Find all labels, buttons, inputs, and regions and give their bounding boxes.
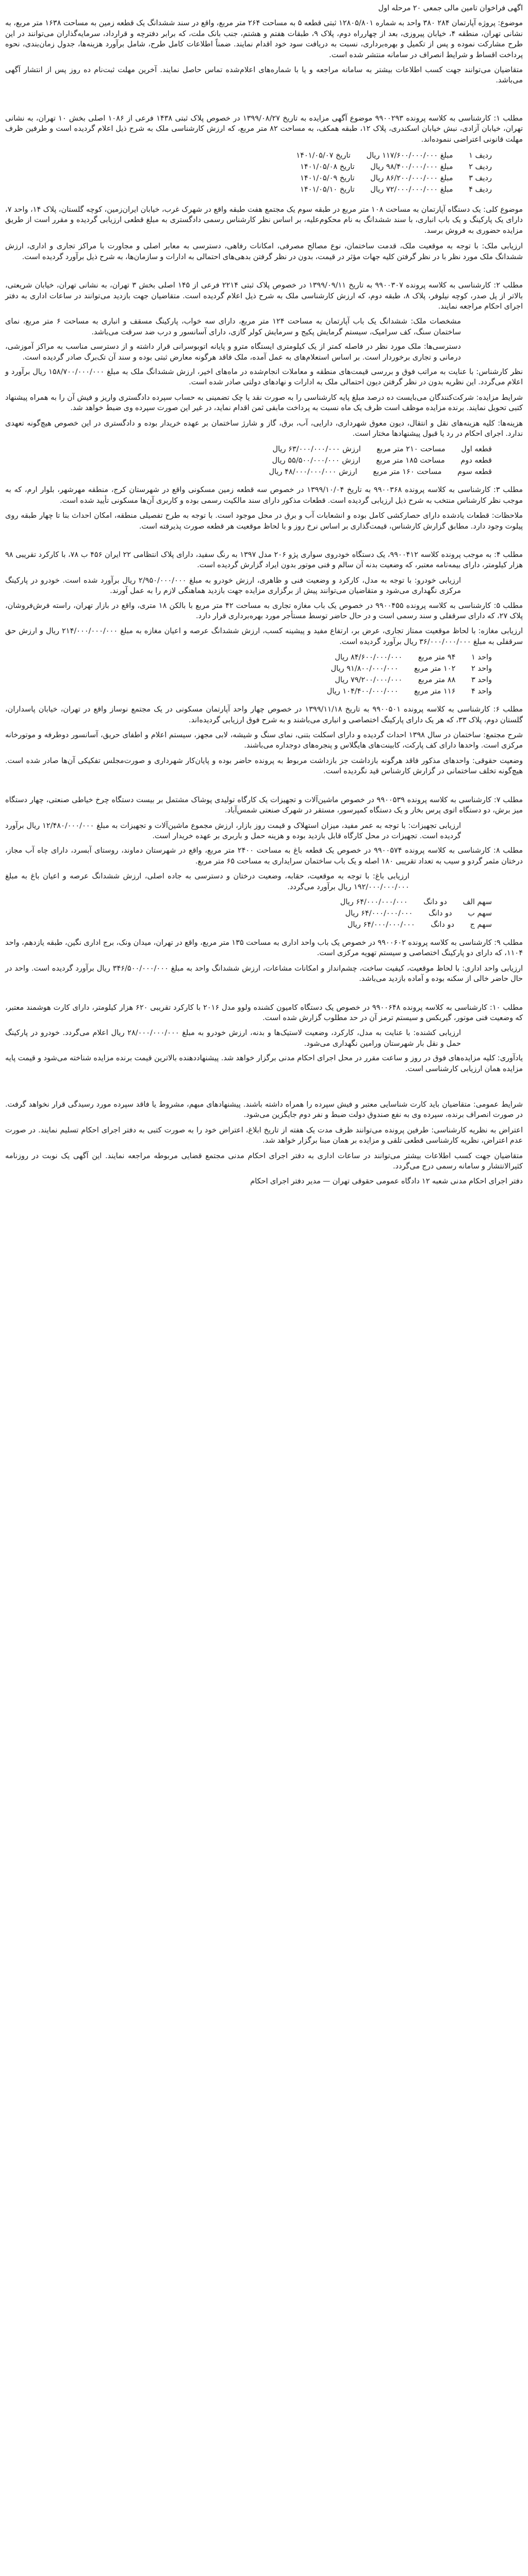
body-paragraph: مطلب ۷: کارشناسی به کلاسه پرونده ۹۹۰۰۵۳۹ در خصوص ماشین‌آلات و تجهیزات یک کارگاه تولیدی پوشاک مشتمل بر بیست دستگاه چرخ خیاطی صنعتی، چهار دستگاه میز برش، دو دستگاه اتوی پرس بخار و یک دستگاه کمپرسور، مستقر در شهرک صنعتی شمس‌آباد. — [5, 795, 523, 815]
row-share: دو دانگ — [423, 897, 447, 906]
row-value: ۱۰۴/۴۰۰/۰۰۰/۰۰۰ ریال — [326, 687, 399, 696]
row-value: ارزش ۵۵/۵۰۰/۰۰۰/۰۰۰ ریال — [272, 456, 360, 465]
row-value: ۶۴/۰۰۰/۰۰۰/۰۰۰ ریال — [340, 897, 408, 906]
body-paragraph: شرح مجتمع: ساختمان در سال ۱۳۹۸ احداث گردیده و دارای اسکلت بتنی، نمای سنگ و شیشه، لابی مجهز، سیستم اعلام و اطفای حریق، آسانسور دوطرفه و موتورخانه مرکزی است. واحدها دارای کف پارکت، کابینت‌های هایگلاس و پنجره‌های دوجداره می‌باشند. — [5, 731, 523, 750]
row-area: ۱۰۲ متر مربع — [414, 665, 456, 673]
section-1-title: مطلب ۱: کارشناسی — [458, 114, 523, 123]
value-table-c — [5, 652, 492, 697]
value-table-d — [5, 896, 492, 930]
spacer — [5, 91, 523, 104]
body-paragraph: ارزیابی خودرو: با توجه به مدل، کارکرد و وضعیت فنی و ظاهری، ارزش خودرو به مبلغ ۲/۹۵۰/۰۰۰/۰۰۰ ریال برآورد شده است. خودرو در پارکینگ مرکزی نگهداری می‌شود و متقاضیان می‌توانند پیش از برگزاری مزایده جهت بازدید هماهنگی لازم را به عمل آورند. — [5, 576, 461, 596]
body-paragraph: مطلب ۴: به موجب پرونده کلاسه ۹۹۰۰۴۱۲، یک دستگاه خودروی سواری پژو ۲۰۶ مدل ۱۳۹۷ به رنگ سفید، دارای پلاک انتظامی ۲۲ ایران ۴۵۶ ب ۷۸، با کارکرد تقریبی ۹۸ هزار کیلومتر، دارای بیمه‌نامه معتبر، که وضعیت بدنه آن سالم و فنی موتور بدون ایراد گزارش گردیده است. — [5, 551, 523, 570]
row-label: ردیف ۱ — [469, 151, 492, 160]
body-paragraph: مطلب ۸: کارشناسی به کلاسه پرونده ۹۹۰۰۵۷۴ در خصوص یک قطعه باغ به مساحت ۲۴۰۰ متر مربع، واقع در شهرستان دماوند، روستای آبسرد، دارای چاه آب مجاز، درختان مثمر گردو و سیب به تعداد تقریبی ۱۸۰ اصله و یک باب ساختمان سرایداری به مساحت ۶۵ متر مربع. — [5, 846, 523, 866]
row-value: ۸۴/۶۰۰/۰۰۰/۰۰۰ ریال — [335, 653, 403, 662]
section-2 — [5, 205, 523, 236]
closing-paragraph: شرایط عمومی: متقاضیان باید کارت شناسایی معتبر و فیش سپرده را همراه داشته باشند. پیشنهادهای مبهم، مشروط یا فاقد سپرده مورد رسیدگی قرار نخواهد گرفت. در صورت انصراف برنده، سپرده وی به نفع صندوق دولت ضبط و نفر دوم جایگزین می‌شود. — [5, 1100, 523, 1120]
header-text: اگهی فراخوان تامین مالی جمعی ۲۰ مرحله اول — [378, 4, 523, 12]
row-label: قطعه دوم — [460, 456, 492, 465]
row-value: ارزش ۶۳/۰۰۰/۰۰۰/۰۰۰ ریال — [272, 445, 361, 454]
body-paragraph: ارزیابی کشنده: با عنایت به مدل، کارکرد، وضعیت لاستیک‌ها و بدنه، ارزش خودرو به مبلغ ۲۸/۰۰۰/۰۰۰/۰۰۰ ریال اعلام می‌گردد. خودرو در پارکینگ حمل و نقل بار شهرستان ورامین نگهداری می‌شود. — [5, 1029, 461, 1048]
row-label: ردیف ۴ — [469, 185, 492, 194]
row-amount: مبلغ ۱۱۷/۶۰۰/۰۰۰/۰۰۰ ریال — [366, 151, 453, 160]
row-date: تاریخ ۱۴۰۱/۰۵/۱۰ — [300, 185, 355, 194]
row-date: تاریخ ۱۴۰۱/۰۵/۰۹ — [300, 174, 355, 183]
body-paragraph: ارزیابی باغ: با توجه به موقعیت، حقابه، وضعیت درختان و دسترسی به جاده اصلی، ارزش ششدانگ عرصه و اعیان باغ به مبلغ ۱۹۲/۰۰۰/۰۰۰/۰۰۰ ریال برآورد می‌گردد. — [5, 872, 409, 891]
body-paragraph: مطلب ۶: کارشناسی به کلاسه پرونده ۹۹۰۰۵۰۱ به تاریخ ۱۳۹۹/۱۱/۱۸ در خصوص چهار واحد آپارتمان مسکونی در یک مجتمع نوساز واقع در تهران، خیابان پاسداران، گلستان دوم، پلاک ۳۳، که هر یک دارای پارکینگ اختصاصی و انباری می‌باشند و به شرح فوق ارزیابی گردیده‌اند. — [5, 705, 523, 724]
table-row — [5, 686, 492, 697]
row-area: ۱۱۶ متر مربع — [414, 687, 456, 696]
body-paragraph: ارزیابی مغازه: با لحاظ موقعیت ممتاز تجاری، عرض بر، ارتفاع مفید و پیشینه کسب، ارزش ششدانگ عرصه و اعیان مغازه به مبلغ ۲۱۴/۰۰۰/۰۰۰/۰۰۰ ریال و ارزش حق سرقفلی به مبلغ ۳۶/۰۰۰/۰۰۰/۰۰۰ ریال برآورد گردیده است. — [5, 627, 523, 646]
row-label: سهم ج — [470, 920, 492, 929]
row-area: مساحت ۱۶۰ متر مربع — [373, 468, 442, 477]
row-label: واحد ۱ — [471, 653, 492, 662]
row-value: ۶۴/۰۰۰/۰۰۰/۰۰۰ ریال — [347, 920, 415, 929]
spacer — [5, 267, 523, 280]
table-row — [5, 444, 492, 455]
section-3 — [5, 241, 523, 262]
row-label: سهم ب — [468, 909, 492, 918]
closing-paragraph: متقاضیان جهت کسب اطلاعات بیشتر می‌توانند در ساعات اداری به دفتر اجرای احکام مدنی مجتمع قضایی مربوطه مراجعه نمایند. این آگهی یک نوبت در روزنامه کثیرالانتشار و سامانه رسمی درج می‌گردد. — [5, 1151, 523, 1171]
section-2-body: یک دستگاه آپارتمان به مساحت ۱۰۸ متر مربع در طبقه سوم یک مجتمع هفت طبقه واقع در شهرک غرب، خیابان ایران‌زمین، کوچه گلستان، پلاک ۱۴، واحد ۷، دارای یک پارکینگ و یک باب انباری، با سند ششدانگ به نام محکوم‌علیه، بر اساس نظر کارشناس رسمی دادگستری به مبلغ قطعی ارزیابی گردیده و مقرر است از طریق مزایده حضوری به فروش برسد. — [5, 206, 523, 235]
row-date: تاریخ ۱۴۰۱/۰۵/۰۷ — [296, 151, 351, 160]
value-table-a — [5, 150, 492, 195]
body-paragraph: مطلب ۵: کارشناسی به کلاسه پرونده ۹۹۰۰۴۵۵ در خصوص یک باب مغازه تجاری به مساحت ۴۲ متر مربع با بالکن ۱۸ متری، واقع در بازار تهران، راسته فرش‌فروشان، پلاک ۲۷، که دارای سرقفلی و سند رسمی است و در حال حاضر توسط مستأجر مورد بهره‌برداری قرار دارد. — [5, 601, 523, 621]
body-paragraph: مطلب ۱۰: کارشناسی به کلاسه پرونده ۹۹۰۰۶۴۸ در خصوص یک دستگاه کامیون کشنده ولوو مدل ۲۰۱۶ با کارکرد تقریبی ۶۲۰ هزار کیلومتر، دارای کارت هوشمند معتبر، که وضعیت فنی موتور، گیربکس و سیستم ترمز آن در حد مطلوب گزارش شده است. — [5, 1003, 523, 1022]
table-row — [5, 896, 492, 908]
row-area: ۸۸ متر مربع — [418, 676, 456, 685]
row-value: ۶۴/۰۰۰/۰۰۰/۰۰۰ ریال — [345, 909, 413, 918]
table-row — [5, 908, 492, 919]
table-row — [5, 674, 492, 686]
spacer — [5, 782, 523, 795]
body-paragraph: ارزیابی واحد اداری: با لحاظ موقعیت، کیفیت ساخت، چشم‌انداز و امکانات مشاعات، ارزش ششدانگ واحد به مبلغ ۳۴۶/۵۰۰/۰۰۰/۰۰۰ ریال برآورد گردیده است. واحد در حال حاضر خالی از سکنه بوده و آماده بازدید می‌باشد. — [5, 964, 523, 984]
table-row — [5, 466, 492, 478]
row-label: قطعه اول — [461, 445, 492, 454]
row-label: ردیف ۲ — [469, 163, 492, 172]
body-paragraph: دسترسی‌ها: ملک مورد نظر در فاصله کمتر از یک کیلومتری ایستگاه مترو و پایانه اتوبوسرانی قرار داشته و از دسترسی مناسب به مراکز آموزشی، درمانی و تجاری برخوردار است. بر اساس استعلام‌های به عمل آمده، ملک فاقد هرگونه معارض ثبتی بوده و سند آن تک‌برگ صادر گردیده است. — [5, 343, 461, 362]
row-label: ردیف ۳ — [469, 174, 492, 183]
row-amount: مبلغ ۸۶/۲۰۰/۰۰۰/۰۰۰ ریال — [370, 174, 453, 183]
spacer — [5, 989, 523, 1003]
intro-paragraph: موضوع: پروژه آپارتمان ۲۸۴ ۳۸۰ واحد به شماره ۱۲۸۰۵/۸۰۱ ثبتی قطعه ۵ به مساحت ۲۶۴ متر مربع، واقع در سند ششدانگ یک قطعه زمین به مساحت ۱۶۳۸ متر مربع، به نشانی تهران، منطقه ۴، خیابان پیروزی، بعد از چهارراه دوم، پلاک ۹، طبقات هفتم و هشتم، جنب بانک ملت، که برابر دفترچه و قرارداد، سرمایه‌گذاران می‌توانند در این طرح مشارکت نموده و پس از تکمیل و بهره‌برداری، نسبت به دریافت سود خود اقدام نمایند. ضمناً اطلاعات کامل طرح، شامل برآورد هزینه‌ها، جدول زمان‌بندی، نحوه پرداخت اقساط و شرایط انصراف در سامانه منتشر شده است. — [5, 19, 523, 59]
body-paragraph: وضعیت حقوقی: واحدهای مذکور فاقد هرگونه بازداشت جز بازداشت مربوط به پرونده حاضر بوده و پایان‌کار شهرداری و صورت‌مجلس تفکیکی آن‌ها صادر شده است. هیچ‌گونه تخلف ساختمانی در گزارش کارشناس قید نگردیده است. — [5, 756, 523, 776]
body-paragraph: ملاحظات: قطعات یادشده دارای حصارکشی کامل بوده و انشعابات آب و برق در محل موجود است. با توجه به طرح تفصیلی منطقه، امکان احداث بنا تا چهار طبقه روی پیلوت وجود دارد. مطابق گزارش کارشناس، قیمت‌گذاری بر اساس نرخ روز و با لحاظ موقعیت هر قطعه صورت پذیرفته است. — [5, 512, 523, 531]
row-label: واحد ۳ — [471, 676, 492, 685]
document-header — [5, 3, 523, 13]
row-area: مساحت ۲۱۰ متر مربع — [376, 445, 446, 454]
row-area: مساحت ۱۸۵ متر مربع — [376, 456, 445, 465]
body-paragraph: مطلب ۳: کارشناسی به کلاسه پرونده ۹۹۰۰۳۶۸ به تاریخ ۱۳۹۹/۱۰/۰۴ در خصوص سه قطعه زمین مسکونی واقع در شهرستان کرج، منطقه مهرشهر، بلوار ارم، که به موجب نظر کارشناس منتخب به شرح ذیل ارزیابی گردیده است. قطعات مذکور دارای سند مالکیت رسمی بوده و کاربری آن‌ها مسکونی تأیید شده است. — [5, 486, 523, 505]
row-value: ارزش ۴۸/۰۰۰/۰۰۰/۰۰۰ ریال — [269, 468, 357, 477]
row-amount: مبلغ ۷۲/۰۰۰/۰۰۰/۰۰۰ ریال — [370, 185, 453, 194]
body-paragraph: هزینه‌ها: کلیه هزینه‌های نقل و انتقال، دیون معوق شهرداری، دارایی، آب، برق، گاز و شارژ ساختمان بر عهده خریدار بوده و دادگستری در این خصوص هیچ‌گونه تعهدی ندارد. اجرای احکام در رد یا قبول پیشنهادها مختار است. — [5, 419, 523, 438]
spacer — [5, 536, 523, 550]
body-paragraph: مطلب ۲: کارشناسی به کلاسه پرونده ۹۹۰۰۳۰۷ به تاریخ ۱۳۹۹/۰۹/۱۱ در خصوص پلاک ثبتی ۲۲۱۴ فرعی از ۱۴۵ اصلی بخش ۳ تهران، به نشانی تهران، خیابان شریعتی، بالاتر از پل صدر، کوچه نیلوفر، پلاک ۸، طبقه دوم، که ارزش کارشناسی ملک به شرح ذیل اعلام گردیده است. متقاضیان جهت بازدید می‌توانند در ساعات اداری به دفتر اجرای احکام مراجعه نمایند. — [5, 281, 523, 311]
row-label: واحد ۴ — [471, 687, 492, 696]
row-label: قطعه سوم — [457, 468, 492, 477]
row-value: ۷۹/۲۰۰/۰۰۰/۰۰۰ ریال — [335, 676, 403, 685]
section-2-title: موضوع کلی: — [483, 206, 523, 214]
table-row — [5, 161, 492, 173]
table-row — [5, 919, 492, 930]
row-label: سهم الف — [463, 897, 492, 906]
section-3-body: با توجه به موقعیت ملک، قدمت ساختمان، نوع مصالح مصرفی، امکانات رفاهی، دسترسی به معابر اصلی و مجاورت با مراکز تجاری و اداری، ارزش ششدانگ ملک مورد نظر با در نظر گرفتن کلیه جهات مؤثر در قیمت، بدون در نظر گرفتن بدهی‌های احتمالی به ادارات و سازمان‌ها، به شرح ذیل برآورد گردیده است. — [5, 242, 523, 261]
section-1-body: به کلاسه پرونده ۹۹۰۰۲۹۳ موضوع آگهی مزایده به تاریخ ۱۳۹۹/۰۸/۲۷ در خصوص پلاک ثبتی ۱۴۳۸ فرعی از ۱۰۸۶ اصلی بخش ۱۰ تهران، به نشانی تهران، خیابان آزادی، نبش خیابان اسکندری، پلاک ۱۲، طبقه همکف، به مساحت ۸۲ متر مربع، که ارزش کارشناسی ملک به شرح ذیل اعلام گردیده است و طرفین ظرف مهلت قانونی اعتراضی ننموده‌اند. — [5, 114, 523, 144]
body-paragraph: نظر کارشناس: با عنایت به مراتب فوق و بررسی قیمت‌های منطقه و معاملات انجام‌شده در ماه‌های اخیر، ارزش ششدانگ ملک به مبلغ ۱۵۸/۷۰۰/۰۰۰/۰۰۰ ریال برآورد و اعلام می‌گردد. این نظریه بدون در نظر گرفتن دیون احتمالی ملک به ادارات و نهادهای دولتی صادر شده است. — [5, 367, 523, 387]
value-table-b — [5, 444, 492, 478]
row-label: واحد ۲ — [471, 665, 492, 673]
body-paragraph: یادآوری: کلیه مزایده‌های فوق در روز و ساعت مقرر در محل اجرای احکام مدنی برگزار خواهد شد. پیشنهاددهنده بالاترین قیمت برنده مزایده شناخته می‌شود و قیمت پایه مزایده همان ارزیابی کارشناسی است. — [5, 1054, 523, 1073]
table-row — [5, 455, 492, 466]
row-value: ۹۱/۸۰۰/۰۰۰/۰۰۰ ریال — [331, 665, 399, 673]
body-paragraph: شرایط مزایده: شرکت‌کنندگان می‌بایست ده درصد مبلغ پایه کارشناسی را به صورت نقد یا چک تضمینی به حساب سپرده دادگستری واریز و فیش آن را به همراه پیشنهاد کتبی تحویل نمایند. برنده مزایده موظف است ظرف یک ماه نسبت به پرداخت مابقی ثمن اقدام نماید، در غیر این صورت سپرده وی ضبط خواهد شد. — [5, 393, 523, 413]
table-row — [5, 150, 492, 161]
closing-paragraph: اعتراض به نظریه کارشناسی: طرفین پرونده می‌توانند ظرف مدت یک هفته از تاریخ ابلاغ، اعتراض خود را به صورت کتبی به دفتر اجرای احکام تسلیم نمایند. در صورت عدم اعتراض، نظریه کارشناسی قطعی تلقی و مزایده بر همان مبنا برگزار خواهد شد. — [5, 1126, 523, 1145]
table-row — [5, 184, 492, 195]
intro-tail-paragraph: متقاضیان می‌توانند جهت کسب اطلاعات بیشتر به سامانه مراجعه و یا با شماره‌های اعلام‌شده تماس حاصل نمایند. آخرین مهلت ثبت‌نام ده روز پس از انتشار آگهی می‌باشد. — [5, 66, 523, 85]
table-row — [5, 652, 492, 663]
row-share: دو دانگ — [431, 920, 454, 929]
row-area: ۹۴ متر مربع — [418, 653, 456, 662]
section-1 — [5, 113, 523, 145]
row-amount: مبلغ ۹۸/۴۰۰/۰۰۰/۰۰۰ ریال — [370, 163, 453, 172]
table-row — [5, 173, 492, 184]
body-paragraph: ارزیابی تجهیزات: با توجه به عمر مفید، میزان استهلاک و قیمت روز بازار، ارزش مجموع ماشین‌آلات و تجهیزات به مبلغ ۱۲/۴۸۰/۰۰۰/۰۰۰ ریال برآورد گردیده است. تجهیزات در محل کارگاه قابل بازدید بوده و هزینه حمل و باربری بر عهده خریدار است. — [5, 821, 461, 840]
body-paragraph: مشخصات ملک: ششدانگ یک باب آپارتمان به مساحت ۱۲۴ متر مربع، دارای سه خواب، پارکینگ مسقف و انباری به مساحت ۶ متر مربع، نمای ساختمان سنگ، کف سرامیک، سیستم گرمایش پکیج و سرمایش کولر گازی، دارای آسانسور و درب ضد سرقت می‌باشد. — [5, 317, 461, 336]
section-3-title: ارزیابی ملک: — [482, 242, 523, 251]
body-paragraph: مطلب ۹: کارشناسی به کلاسه پرونده ۹۹۰۰۶۰۲ در خصوص یک باب واحد اداری به مساحت ۱۳۵ متر مربع، واقع در تهران، میدان ونک، برج اداری نگین، طبقه یازدهم، واحد ۱۱۰۴، که دارای دو پارکینگ اختصاصی و سیستم تهویه مرکزی است. — [5, 938, 523, 958]
row-date: تاریخ ۱۴۰۱/۰۵/۰۸ — [300, 163, 355, 172]
signature-line: دفتر اجرای احکام مدنی شعبه ۱۲ دادگاه عمومی حقوقی تهران — مدیر دفتر اجرای احکام — [250, 1177, 523, 1186]
table-row — [5, 663, 492, 674]
spacer — [5, 1079, 523, 1099]
row-share: دو دانگ — [428, 909, 452, 918]
